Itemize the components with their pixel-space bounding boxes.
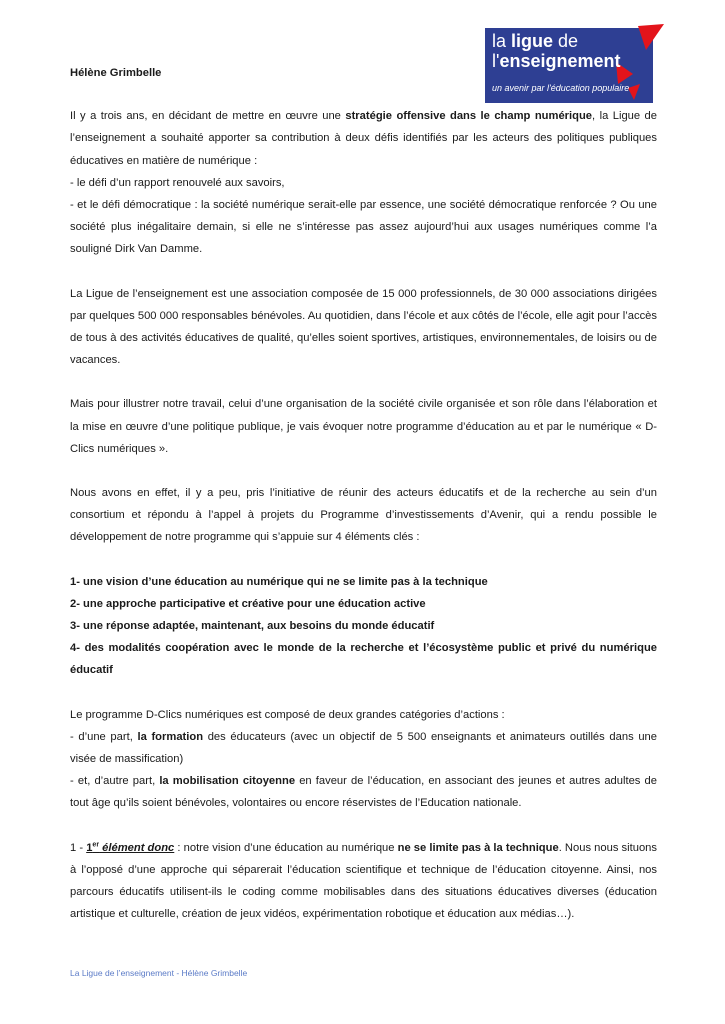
logo-text-line1: la ligue de	[492, 31, 579, 51]
key-element: 4- des modalités coopération avec le monde de la recherche et l’écosystème public et privé du numérique éducatif	[70, 642, 657, 677]
page-footer: La Ligue de l’enseignement - Hélène Grimbelle	[70, 968, 248, 978]
author-name: Hélène Grimbelle	[70, 67, 162, 79]
paragraph-programme: Mais pour illustrer notre travail, celui d’une organisation de la société civile organisée et son rôle dans l’élaboration et la mise en œuvre d’une politique publique, je vais évoquer notre programme d’éducation au et par le numérique « D-Clics numériques ».	[70, 398, 657, 455]
key-element: 2- une approche participative et créative pour une éducation active	[70, 597, 426, 610]
action-item: - d’une part, la formation des éducateurs (avec un objectif de 5 500 enseignants et animateurs outillés dans une visée de massification)	[70, 730, 657, 766]
document-body	[70, 62, 657, 926]
logo-tagline: un avenir par l'éducation populaire	[492, 83, 630, 93]
challenge-item: - le défi d’un rapport renouvelé aux savoirs,	[70, 176, 285, 189]
action-item: - et, d’autre part, la mobilisation citoyenne en faveur de l’éducation, en associant des jeunes et autres adultes de tout âge qu’ils soient bénévoles, volontaires ou encore réservistes de l’Education nationale.	[70, 775, 657, 810]
key-element: 3- une réponse adaptée, maintenant, aux besoins du monde éducatif	[70, 620, 435, 633]
paragraph-intro: Il y a trois ans, en décidant de mettre en œuvre une stratégie offensive dans le champ numérique, la Ligue de l’enseignement a souhaité apporter sa contribution à deux défis identifiés par les acteurs des politiques publiques éducatives en matière de numérique :	[70, 110, 657, 167]
logo-text-line2: l'enseignement	[492, 51, 621, 71]
paragraph-actions: Le programme D-Clics numériques est composé de deux grandes catégories d’actions :	[70, 708, 505, 721]
paragraph-association: La Ligue de l’enseignement est une association composée de 15 000 professionnels, de 30 000 associations dirigées par quelques 500 000 responsables bénévoles. Au quotidien, dans l’école et aux côtés de l’école, elle agit pour l’accès de tous à des activités éducatives de qualité, qu’elles soient sportives, artistiques, environnementales, de loisirs ou de vacances.	[70, 287, 657, 367]
paragraph-consortium: Nous avons en effet, il y a peu, pris l’initiative de réunir des acteurs éducatifs et de la recherche au sein d’un consortium et répondu à l’appel à projets du Programme d’investissements d’Avenir, qui a rendu possible le développement de notre programme qui s’appuie sur 4 éléments clés :	[70, 487, 657, 544]
challenge-item: - et le défi démocratique : la société numérique serait-elle par essence, une société démocratique renforcée ? Ou une société plus inégalitaire demain, si elle ne s’intéresse pas assez aujourd’hui aux usages numériques comme l’a souligné Dirk Van Damme.	[70, 199, 657, 256]
paragraph-first-element: 1 - 1er élément donc : notre vision d’une éducation au numérique ne se limite pas à la technique. Nous nous situons à l’opposé d’une approche qui séparerait l’éducation scientifique et technique de l’éducation citoyenne. Ainsi, nos parcours éducatifs utilisent-ils le coding comme mobilisables dans des situations éducatives diverses (éducation artistique et culturelle, création de jeux vidéos, expérimentation robotique et éducation aux médias…).	[70, 840, 657, 921]
key-element: 1- une vision d’une éducation au numérique qui ne se limite pas à la technique	[70, 575, 488, 588]
